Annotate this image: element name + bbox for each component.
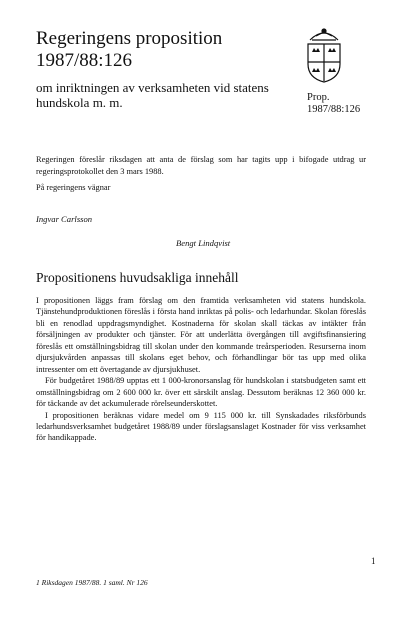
signature-prime-minister: Ingvar Carlsson [36,214,93,224]
proposition-reference [307,92,387,116]
section-heading: Propositionens huvudsakliga innehåll [36,270,239,285]
footer-citation: 1 Riksdagen 1987/88. 1 saml. Nr 126 [36,578,148,587]
summary-body [36,295,366,444]
signature-minister: Bengt Lindqvist [176,238,231,248]
coat-of-arms-emblem [300,24,348,86]
title-line-2: 1987/88:126 [36,50,133,71]
summary-paragraph-2: För budgetåret 1988/89 upptas ett 1 000-kronorsanslag för hundskolan i statsbudgeten samt ett omställningsbidrag om 2 600 000 kr. över ett särskilt anslag. Dessutom beräknas 12 360 000 kr. för täckande av det ackumulerade rörelseunderskottet. [36,376,366,409]
summary-paragraph-3: I propositionen beräknas vidare medel om 9 115 000 kr. till Synskadades riksförbunds ledarhundsverksamhet budgetåret 1988/89 under förslagsanslaget Kostnader för viss verksamhet för handikappade. [36,410,366,443]
prop-number: 1987/88:126 [307,104,361,115]
title-line-1: Regeringens proposition [36,28,223,49]
on-behalf-line: På regeringens vägnar [36,183,111,192]
document-subtitle: om inriktningen av verksamheten vid statens hundskola m. m. [36,80,269,110]
document-title [36,28,286,72]
page-number: 1 [371,556,376,566]
prop-label: Prop. [307,92,330,103]
intro-text: Regeringen föreslår riksdagen att anta de förslag som har tagits upp i bifogade utdrag ur regeringsprotokollet den 3 mars 1988. [36,155,366,176]
summary-paragraph-1: I propositionen läggs fram förslag om den framtida verksamheten vid statens hundskola. Tjänstehundproduktionen föreslås i första hand inriktas på polis- och ledarhundar. Skolan föreslås bli en renodlad uppdragsmyndighet. Kostnaderna för skolan skall täckas av intäkter från försäljningen av produkter och tjänster. För att underlätta övergången till avgiftsfinansiering föreslås ett omställningsbidrag till skolan under den kommande treårsperioden. Resurserna inom djursjukvården anpassas till skolans eget behov, och förhandlingar bör tas upp med olika intressenter om ett övertagande av djursjukhuset. [36,296,366,374]
